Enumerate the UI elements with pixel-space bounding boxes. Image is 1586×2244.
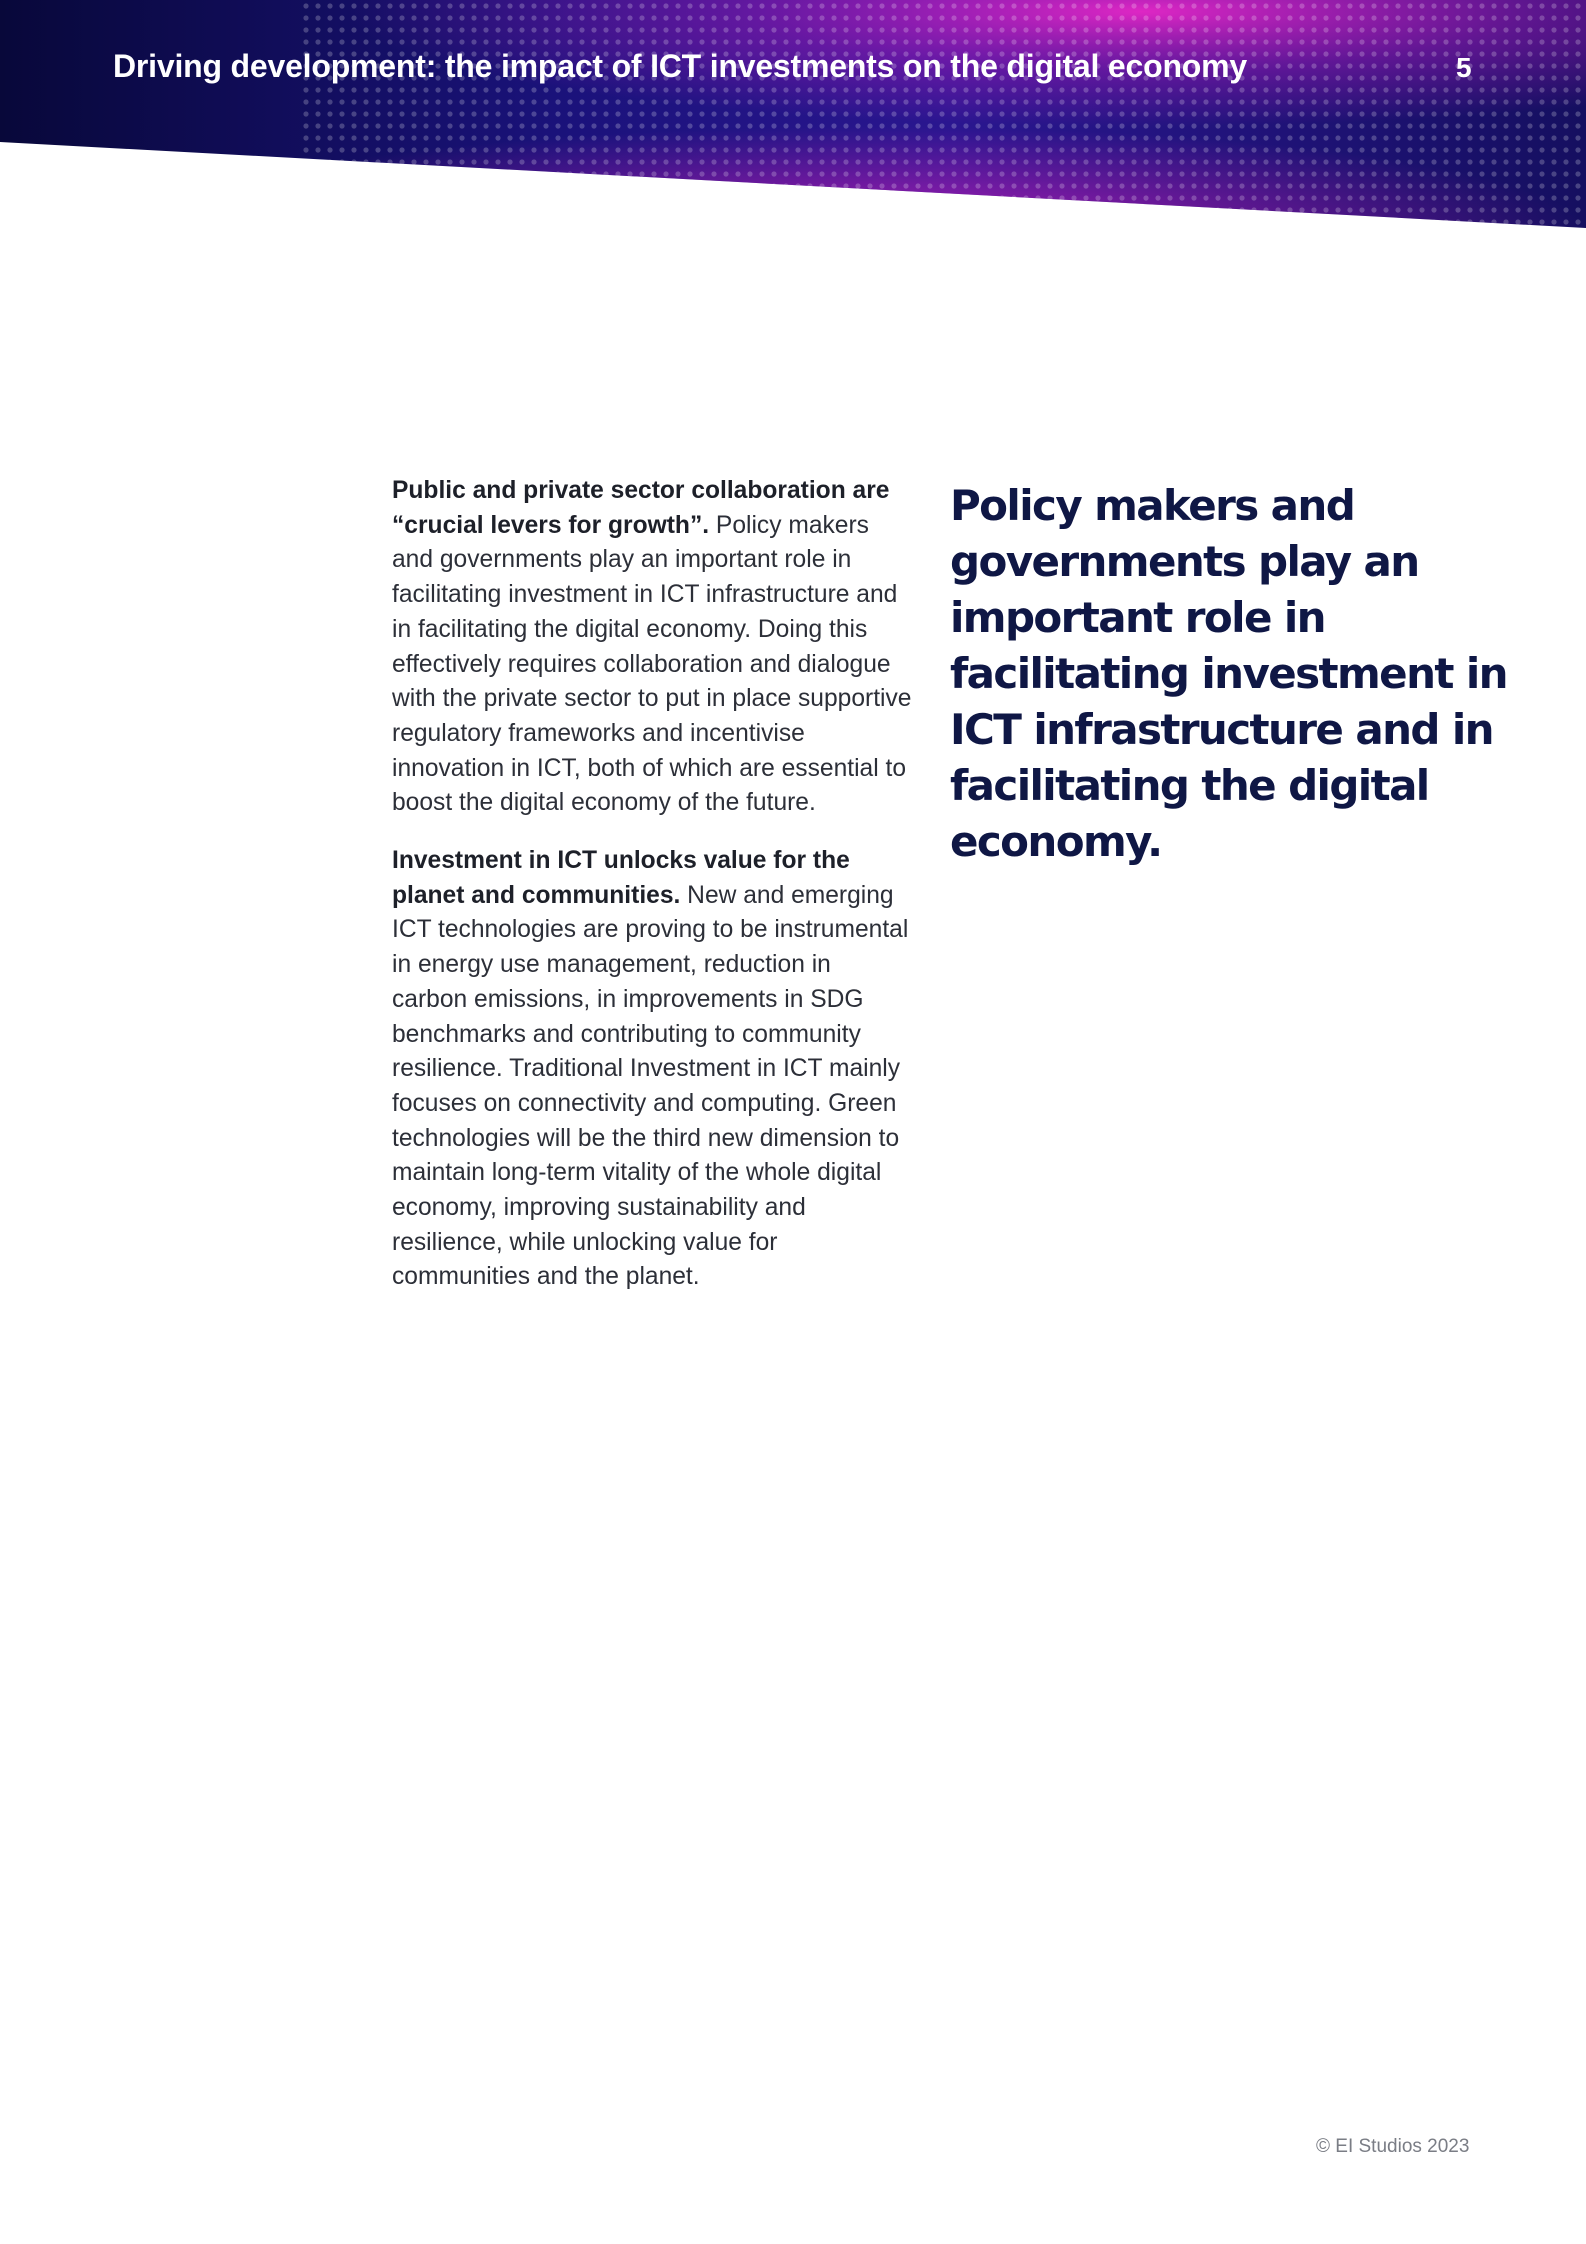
pull-quote: Policy makers and governments play an important role in facilitating investment in ICT infrastructure and in facilitating the digital economy. [950,481,1507,866]
paragraph-investment [392,844,912,1295]
header-graphic [0,0,1586,230]
page-number: 5 [1456,52,1472,83]
paragraph-text: Policy makers and governments play an important role in facilitating investment in ICT infrastructure and in facilitating the digital economy. Doing this effectively requires collaboration and dialogue with the private sector to put in place supportive regulatory frameworks and incentivise innovation in ICT, both of which are essential to boost the digital economy of the future. [392,511,912,817]
body-column [392,474,912,1318]
copyright-notice: © EI Studios 2023 [1316,2136,1470,2157]
paragraph-collaboration [392,474,912,821]
header-band [0,0,1586,230]
running-title: Driving development: the impact of ICT investments on the digital economy [113,48,1247,84]
paragraph-text: New and emerging ICT technologies are proving to be instrumental in energy use management, reduction in carbon emissions, in improvements in SDG benchmarks and contributing to community resilience. Traditional Investment in ICT mainly focuses on connectivity and computing. Green technologies will be the third new dimension to maintain long-term vitality of the whole digital economy, improving sustainability and resilience, while unlocking value for communities and the planet. [392,881,909,1291]
paragraph-lead: Investment in ICT unlocks value for the planet and communities. [392,847,850,909]
paragraph-lead: Public and private sector collaboration are “crucial levers for growth”. [392,477,890,539]
